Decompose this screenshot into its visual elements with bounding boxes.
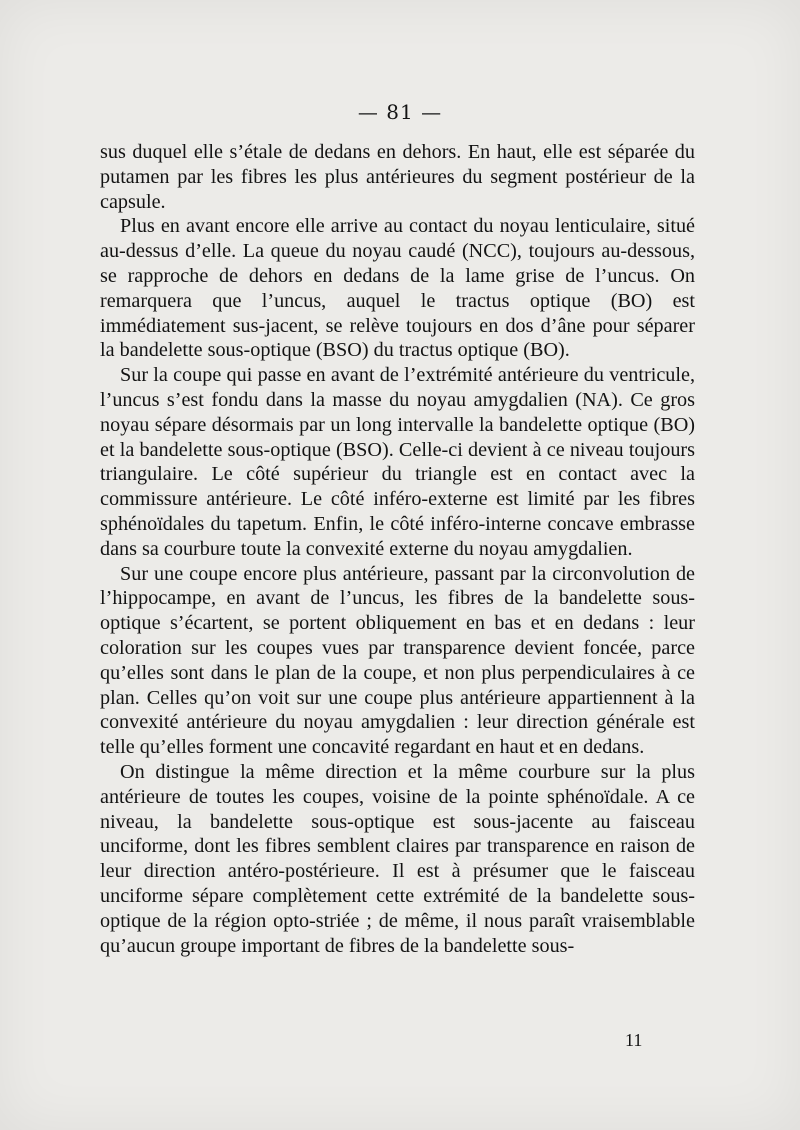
- body-text: [100, 140, 695, 958]
- paragraph-4: Sur une coupe encore plus antérieure, passant par la circonvolution de l’hippocampe, en avant de l’uncus, les fibres de la bandelette sous-optique s’écartent, se portent obliquement en bas et en dedans : leur coloration sur les coupes vues par transparence devient foncée, parce qu’elles sont dans le plan de la coupe, et non plus perpendiculaires à ce plan. Celles qu’on voit sur une coupe plus antérieure appartiennent à la convexité antérieure du noyau amygdalien : leur direction générale est telle qu’elles forment une concavité regardant en haut et en dedans.: [100, 562, 695, 759]
- paragraph-5: On distingue la même direction et la même courbure sur la plus antérieure de toutes les coupes, voisine de la pointe sphénoïdale. A ce niveau, la bandelette sous-optique est sous-jacente au faisceau unciforme, dont les fibres semblent claires par transparence en raison de leur direction antéro-postérieure. Il est à présumer que le faisceau unciforme sépare complètement cette extrémité de la bandelette sous-optique de la région opto-striée ; de même, il nous paraît vraisemblable qu’aucun groupe important de fibres de la bandelette sous-: [100, 760, 695, 957]
- page-number-header: — 81 —: [357, 100, 443, 124]
- signature-mark: 11: [625, 1030, 643, 1050]
- paragraph-1: sus duquel elle s’étale de dedans en dehors. En haut, elle est séparée du putamen par les fibres les plus antérieures du segment postérieur de la capsule.: [100, 141, 695, 213]
- paragraph-2: Plus en avant encore elle arrive au contact du noyau lenticulaire, situé au-dessus d’elle. La queue du noyau caudé (NCC), toujours au-dessous, se rapproche de dehors en dedans de la lame grise de l’uncus. On remarquera que l’uncus, auquel le tractus optique (BO) est immédiatement sus-jacent, se relève toujours en dos d’âne pour séparer la bandelette sous-optique (BSO) du tractus optique (BO).: [100, 215, 695, 362]
- paragraph-3: Sur la coupe qui passe en avant de l’extrémité antérieure du ventricule, l’uncus s’est fondu dans la masse du noyau amygdalien (NA). Ce gros noyau sépare désormais par un long intervalle la bandelette optique (BO) et la bandelette sous-optique (BSO). Celle-ci devient à ce niveau toujours triangulaire. Le côté supérieur du triangle est en contact avec la commissure antérieure. Le côté inféro-externe est limité par les fibres sphénoïdales du tapetum. Enfin, le côté inféro-interne concave embrasse dans sa courbure toute la convexité externe du noyau amygdalien.: [100, 364, 695, 560]
